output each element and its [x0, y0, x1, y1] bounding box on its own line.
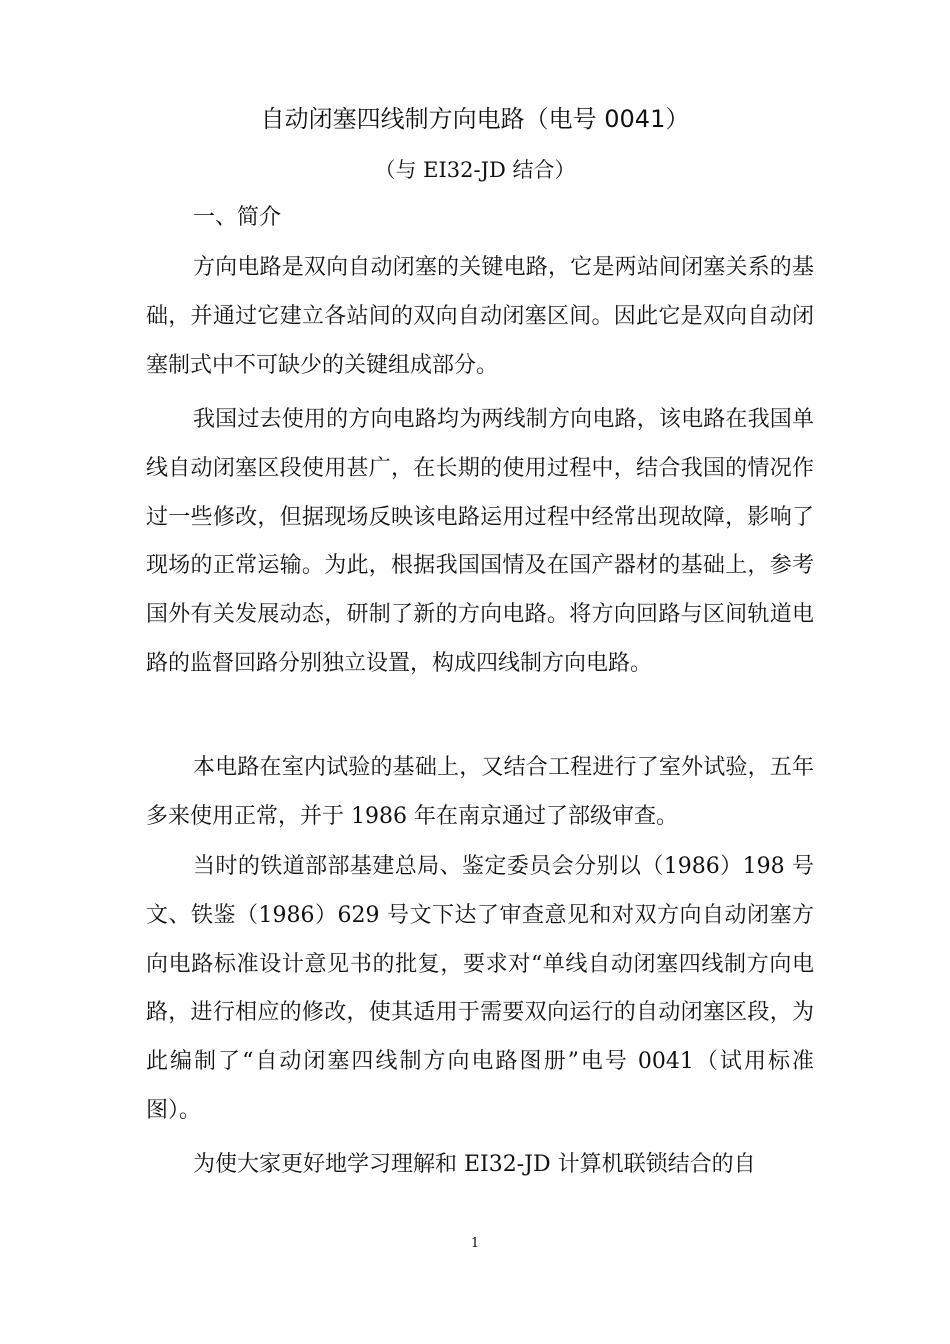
body-paragraph-1: 方向电路是双向自动闭塞的关键电路，它是两站间闭塞关系的基础，并通过它建立各站间的双向自动闭塞区间。因此它是双向自动闭塞制式中不可缺少的关键组成部分。 [146, 255, 814, 378]
page-title: 自动闭塞四线制方向电路（电号 0041） [260, 105, 690, 133]
body-paragraph-3: 本电路在室内试验的基础上，又结合工程进行了室外试验，五年多来使用正常，并于 1986 年在南京通过了部级审查。 [146, 755, 814, 829]
page-number: 1 [470, 1236, 480, 1251]
section-heading: 一、简介 [193, 205, 282, 230]
page-subtitle: （与 EI32-JD 结合） [374, 158, 576, 182]
body-paragraph-2: 我国过去使用的方向电路均为两线制方向电路，该电路在我国单线自动闭塞区段使用甚广，在长期的使用过程中，结合我国的情况作过一些修改，但据现场反映该电路运用过程中经常出现故障，影响了现场的正常运输。为此，根据我国国情及在国产器材的基础上，参考国外有关发展动态，研制了新的方向电路。将方向回路与区间轨道电路的监督回路分别独立设置，构成四线制方向电路。 [146, 407, 814, 676]
body-paragraph-4: 当时的铁道部部基建总局、鉴定委员会分别以（1986）198 号文、铁鉴（1986）629 号文下达了审查意见和对双方向自动闭塞方向电路标准设计意见书的批复，要求对“单线自动闭塞四线制方向电路，进行相应的修改，使其适用于需要双向运行的自动闭塞区段，为此编制了“自动闭塞四线制方向电路图册”电号 0041（试用标准图）。 [146, 854, 814, 1123]
body-paragraph-5: 为使大家更好地学习理解和 EI32-JD 计算机联锁结合的自 [193, 1152, 756, 1177]
